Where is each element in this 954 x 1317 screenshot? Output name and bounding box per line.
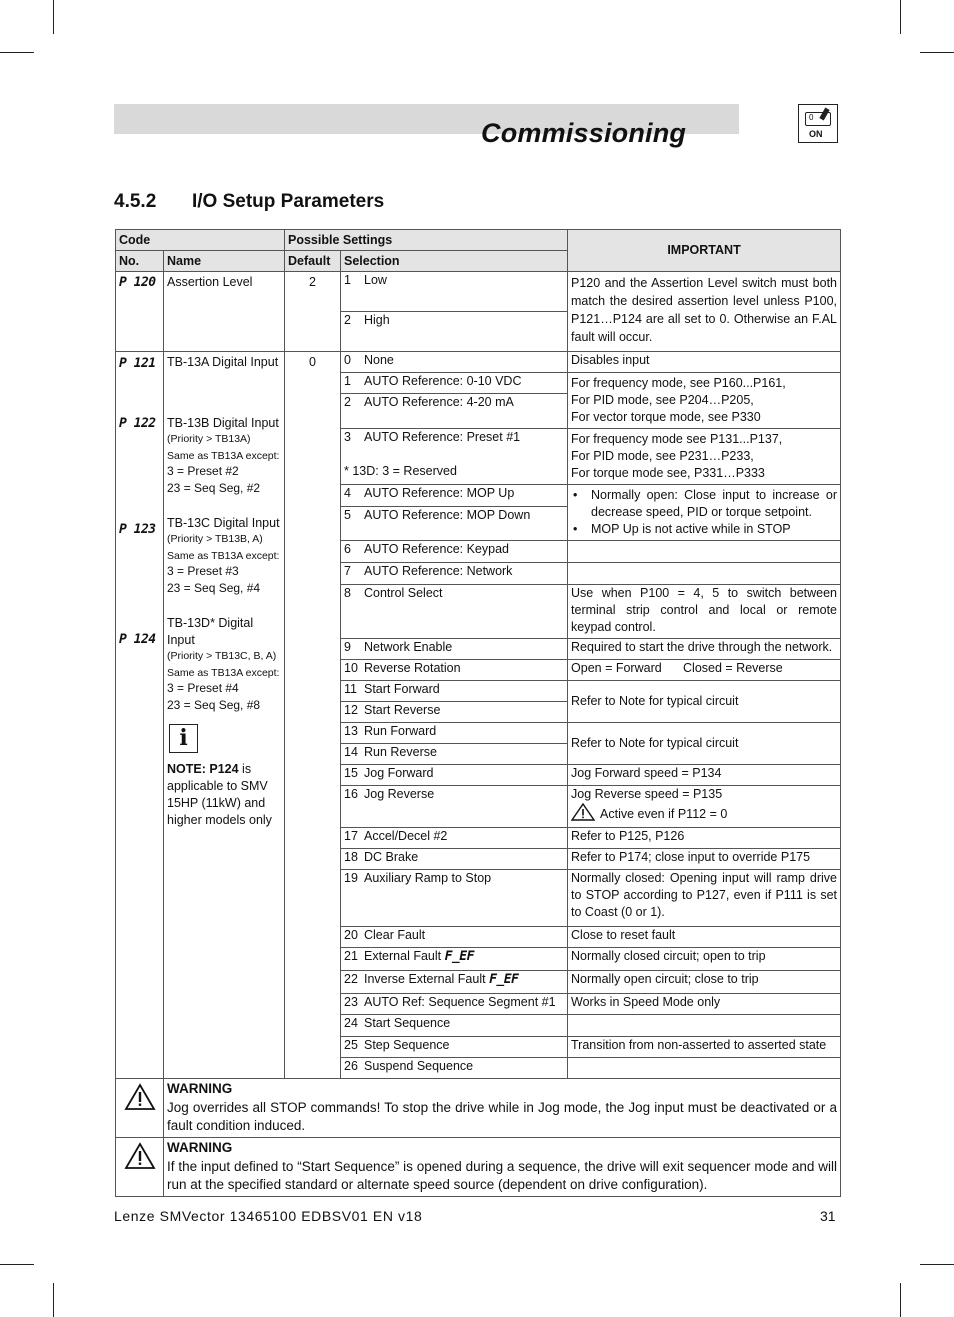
important-text: Disables input — [568, 352, 841, 373]
name-detail: 23 = Seq Seg, #8 — [167, 698, 261, 712]
selection-item: 19 Auxiliary Ramp to Stop — [341, 870, 568, 927]
param-name: TB-13C Digital Input — [167, 516, 280, 530]
col-selection: Selection — [341, 251, 568, 272]
important-text: Open = Forward Closed = Reverse — [568, 660, 841, 681]
selection-item: 25 Step Sequence — [341, 1037, 568, 1058]
important-text: Normally closed: Opening input will ramp drive to STOP according to P127, even if P111 is set to Coast (0 or 1). — [568, 870, 841, 927]
crop-mark — [920, 52, 954, 53]
selection-item: 22 Inverse External Fault F_EF — [341, 971, 568, 994]
selection-item: 7 AUTO Reference: Network — [341, 563, 568, 585]
footer-text: Lenze SMVector 13465100 EDBSV01 EN v18 — [114, 1208, 423, 1224]
col-important: IMPORTANT — [568, 230, 841, 272]
important-text: Refer to Note for typical circuit — [568, 681, 841, 723]
warning-box — [164, 1138, 841, 1197]
selection-item: 20 Clear Fault — [341, 927, 568, 948]
col-possible: Possible Settings — [285, 230, 568, 251]
param-default: 2 — [285, 272, 341, 352]
selection-item: 0 None — [341, 352, 568, 373]
important-text: Normally closed circuit; open to trip — [568, 948, 841, 971]
selection-item: 5 AUTO Reference: MOP Down — [341, 507, 568, 541]
param-name: TB-13D* Digital Input — [167, 616, 254, 647]
crop-mark — [900, 0, 901, 34]
param-codes-cell — [116, 352, 164, 1079]
warning-title: WARNING — [167, 1081, 233, 1096]
name-detail: 23 = Seq Seg, #2 — [167, 481, 261, 495]
crop-mark — [53, 0, 54, 34]
important-text: • Normally open: Close input to increase or decrease speed, PID or torque setpoint. • MOP Up is not active while in STOP — [568, 485, 841, 541]
param-name: TB-13B Digital Input — [167, 416, 279, 430]
important-empty — [568, 541, 841, 563]
selection-item: 11 Start Forward — [341, 681, 568, 702]
col-default: Default — [285, 251, 341, 272]
selection-item: 14 Run Reverse — [341, 744, 568, 765]
col-no: No. — [116, 251, 164, 272]
important-text: Jog Forward speed = P134 — [568, 765, 841, 786]
important-text: Refer to Note for typical circuit — [568, 723, 841, 765]
param-names-cell — [164, 352, 285, 1079]
col-code: Code — [116, 230, 285, 251]
selection-item: 15 Jog Forward — [341, 765, 568, 786]
warning-icon-cell — [116, 1138, 164, 1197]
selection-item: 9 Network Enable — [341, 639, 568, 660]
param-default: 0 — [285, 352, 341, 1079]
crop-mark — [0, 1264, 34, 1265]
param-name: TB-13A Digital Input — [167, 355, 279, 369]
priority-note: (Priority > TB13A) — [167, 433, 251, 445]
param-code: P 120 — [116, 272, 164, 352]
name-detail: 3 = Preset #4 — [167, 681, 239, 695]
selection-item: 8 Control Select — [341, 585, 568, 639]
page-title: Commissioning — [481, 118, 687, 148]
important-text: Refer to P174; close input to override P175 — [568, 849, 841, 870]
selection-item: 13 Run Forward — [341, 723, 568, 744]
important-empty — [568, 1015, 841, 1037]
param-code: P 121 — [119, 356, 156, 371]
selection-item: 3 AUTO Reference: Preset #1 * 13D: 3 = Reserved — [341, 429, 568, 485]
important-text: Normally open circuit; close to trip — [568, 971, 841, 994]
important-text: P120 and the Assertion Level switch must both match the desired assertion level unless P100, P121…P124 are all set to 0. Otherwise an F.AL fault will occur. — [568, 272, 841, 352]
warning-icon-cell — [116, 1079, 164, 1138]
important-text: For frequency mode see P131...P137, For PID mode, see P231…P233, For torque mode see, P331…P333 — [568, 429, 841, 485]
section-number: 4.5.2 — [114, 191, 157, 212]
crop-mark — [900, 1283, 901, 1317]
section-heading — [114, 191, 384, 213]
crop-mark — [920, 1264, 954, 1265]
selection-item: 23 AUTO Ref: Sequence Segment #1 — [341, 994, 568, 1015]
param-code: P 124 — [119, 632, 156, 647]
selection-item: 24 Start Sequence — [341, 1015, 568, 1037]
important-text: Works in Speed Mode only — [568, 994, 841, 1015]
warning-box — [164, 1079, 841, 1138]
warning-icon — [571, 803, 595, 821]
warning-icon — [124, 1083, 156, 1111]
warning-title: WARNING — [167, 1140, 233, 1155]
section-title: I/O Setup Parameters — [192, 191, 385, 212]
warning-text: If the input defined to “Start Sequence” is opened during a sequence, the drive will exit sequencer mode and will run at the specified standard or alternate speed source (dependent on drive configuration). — [167, 1158, 838, 1192]
page-number: 31 — [820, 1208, 836, 1224]
selection-item: 4 AUTO Reference: MOP Up — [341, 485, 568, 507]
priority-note: (Priority > TB13B, A) — [167, 533, 263, 545]
selection-item: 2 High — [341, 312, 568, 352]
same-note: Same as TB13A except: — [167, 550, 280, 562]
name-detail: 3 = Preset #3 — [167, 564, 239, 578]
important-text: Jog Reverse speed = P135 Active even if P112 = 0 — [568, 786, 841, 828]
param-name: Assertion Level — [164, 272, 285, 352]
same-note: Same as TB13A except: — [167, 667, 280, 679]
selection-item: 17 Accel/Decel #2 — [341, 828, 568, 849]
selection-item: 16 Jog Reverse — [341, 786, 568, 828]
warning-text: Jog overrides all STOP commands! To stop the drive while in Jog mode, the Jog input must be deactivated or a fault condition induced. — [167, 1099, 838, 1133]
selection-item: 26 Suspend Sequence — [341, 1058, 568, 1079]
crop-mark — [53, 1283, 54, 1317]
important-text: Refer to P125, P126 — [568, 828, 841, 849]
important-empty — [568, 563, 841, 585]
important-text: Transition from non-asserted to asserted state — [568, 1037, 841, 1058]
important-text: For frequency mode, see P160...P161, For PID mode, see P204…P205, For vector torque mode, see P330 — [568, 373, 841, 429]
note-text: NOTE: P124 is applicable to SMV 15HP (11kW) and higher models only — [167, 762, 272, 827]
selection-item: 1 Low — [341, 272, 568, 312]
info-icon: i — [169, 724, 198, 753]
crop-mark — [0, 52, 34, 53]
warning-icon — [124, 1142, 156, 1170]
selection-item: 10 Reverse Rotation — [341, 660, 568, 681]
on-switch-icon: 0 ON — [798, 104, 838, 143]
important-text: Required to start the drive through the network. — [568, 639, 841, 660]
selection-item: 12 Start Reverse — [341, 702, 568, 723]
col-name: Name — [164, 251, 285, 272]
selection-item: 2 AUTO Reference: 4-20 mA — [341, 394, 568, 429]
selection-item: 1 AUTO Reference: 0-10 VDC — [341, 373, 568, 394]
param-code: P 122 — [119, 416, 156, 431]
name-detail: 3 = Preset #2 — [167, 464, 239, 478]
important-empty — [568, 1058, 841, 1079]
selection-item: 21 External Fault F_EF — [341, 948, 568, 971]
name-detail: 23 = Seq Seg, #4 — [167, 581, 261, 595]
io-setup-table — [115, 229, 841, 1197]
important-text: Use when P100 = 4, 5 to switch between terminal strip control and local or remote keypad control. — [568, 585, 841, 639]
selection-item: 6 AUTO Reference: Keypad — [341, 541, 568, 563]
param-code: P 123 — [119, 522, 156, 537]
same-note: Same as TB13A except: — [167, 450, 280, 462]
priority-note: (Priority > TB13C, B, A) — [167, 650, 277, 662]
selection-item: 18 DC Brake — [341, 849, 568, 870]
important-text: Close to reset fault — [568, 927, 841, 948]
